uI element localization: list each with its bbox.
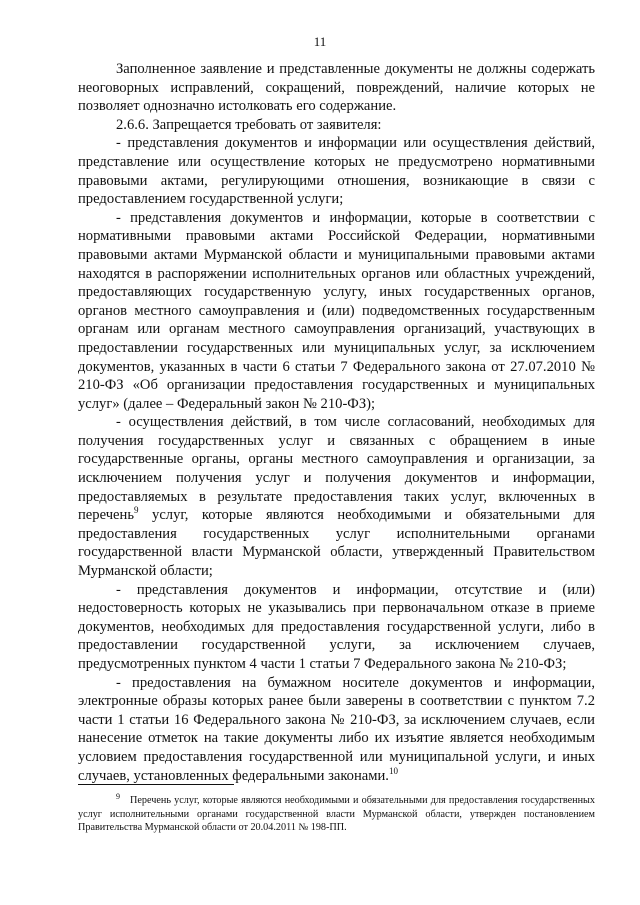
document-body: [78, 60, 595, 785]
paragraph-text-part: - осуществления действий, в том числе согласований, необходимых для получения государственных услуг и связанных с обращением в иные государственные органы, органы местного самоуправления и организации, за исключением получения услуг и получения документов и информации, предоставляемых в результате предоставления таких услуг, включенных в перечень: [78, 414, 595, 524]
paragraph-prohibition-documents: - представления документов и информации, которые в соответствии с нормативными правовыми актами Российской Федерации, нормативными правовыми актами Мурманской области и муниципальными правовыми актами находятся в распоряжении исполнительных органов или областных учреждений, предоставляющих государственную услугу, иных государственных органов, органов местного самоуправления и (или) подведомственных государственным органам или органам местного самоуправления организаций, участвующих в предоставлении государственных или муниципальных услуг, за исключением документов, указанных в части 6 статьи 7 Федерального закона от 27.07.2010 № 210-ФЗ «Об организации предоставления государственных и муниципальных услуг» (далее – Федеральный закон № 210-ФЗ);: [78, 209, 595, 412]
footnote-text: Перечень услуг, которые являются необходимыми и обязательными для предоставления государственных услуг исполнительными органами государственной власти Мурманской области, утвержден постановлением Правительства Мурманской области от 20.04.2011 № 198-ПП.: [78, 795, 595, 834]
footnote-separator: [78, 784, 234, 785]
paragraph-section-2-6-6-heading: 2.6.6. Запрещается требовать от заявителя:: [116, 116, 382, 133]
footnote-mark: 9: [116, 791, 120, 801]
paragraph-prohibition-actions: - представления документов и информации или осуществления действий, представление или осуществление которых не предусмотрено нормативными правовыми актами, регулирующими отношения, возникающие в связи с предоставлением государственной услуги;: [78, 135, 595, 208]
footnote: [78, 791, 595, 835]
paragraph-text-part: услуг, которые являются необходимыми и обязательными для предоставления государственных услуг исполнительными органами государственной власти Мурманской области, утвержденный Правительством Мурманской области;: [78, 507, 595, 580]
paragraph-prohibition-paper-documents: [78, 674, 595, 786]
page-number: 11: [313, 34, 327, 49]
footnote-reference[interactable]: 10: [388, 765, 398, 776]
paragraph-text-part: - предоставления на бумажном носителе документов и информации, электронные образы которых ранее были заверены в соответствии с пунктом 7.2 части 1 статьи 16 Федерального закона № 210-ФЗ, за исключением случаев, если нанесение отметок на такие документы либо их изъятие является необходимым условием предоставления государственной или муниципальной услуги, и иных случаев, установленных федеральными законами.: [78, 674, 595, 784]
footnote-reference[interactable]: 9: [133, 505, 139, 516]
paragraph-prohibition-unreported-documents: - представления документов и информации, отсутствие и (или) недостоверность которых не указывались при первоначальном отказе в приеме документов, необходимых для предоставления государственной услуги, либо в предоставлении государственной услуги, за исключением случаев, предусмотренных пунктом 4 части 1 статьи 7 Федерального закона № 210-ФЗ;: [78, 581, 595, 672]
paragraph-application-requirements: Заполненное заявление и представленные документы не должны содержать неоговорных исправлений, сокращений, повреждений, наличие которых не позволяет однозначно истолковать его содержание.: [78, 61, 595, 115]
paragraph-prohibition-approvals: [78, 413, 595, 580]
